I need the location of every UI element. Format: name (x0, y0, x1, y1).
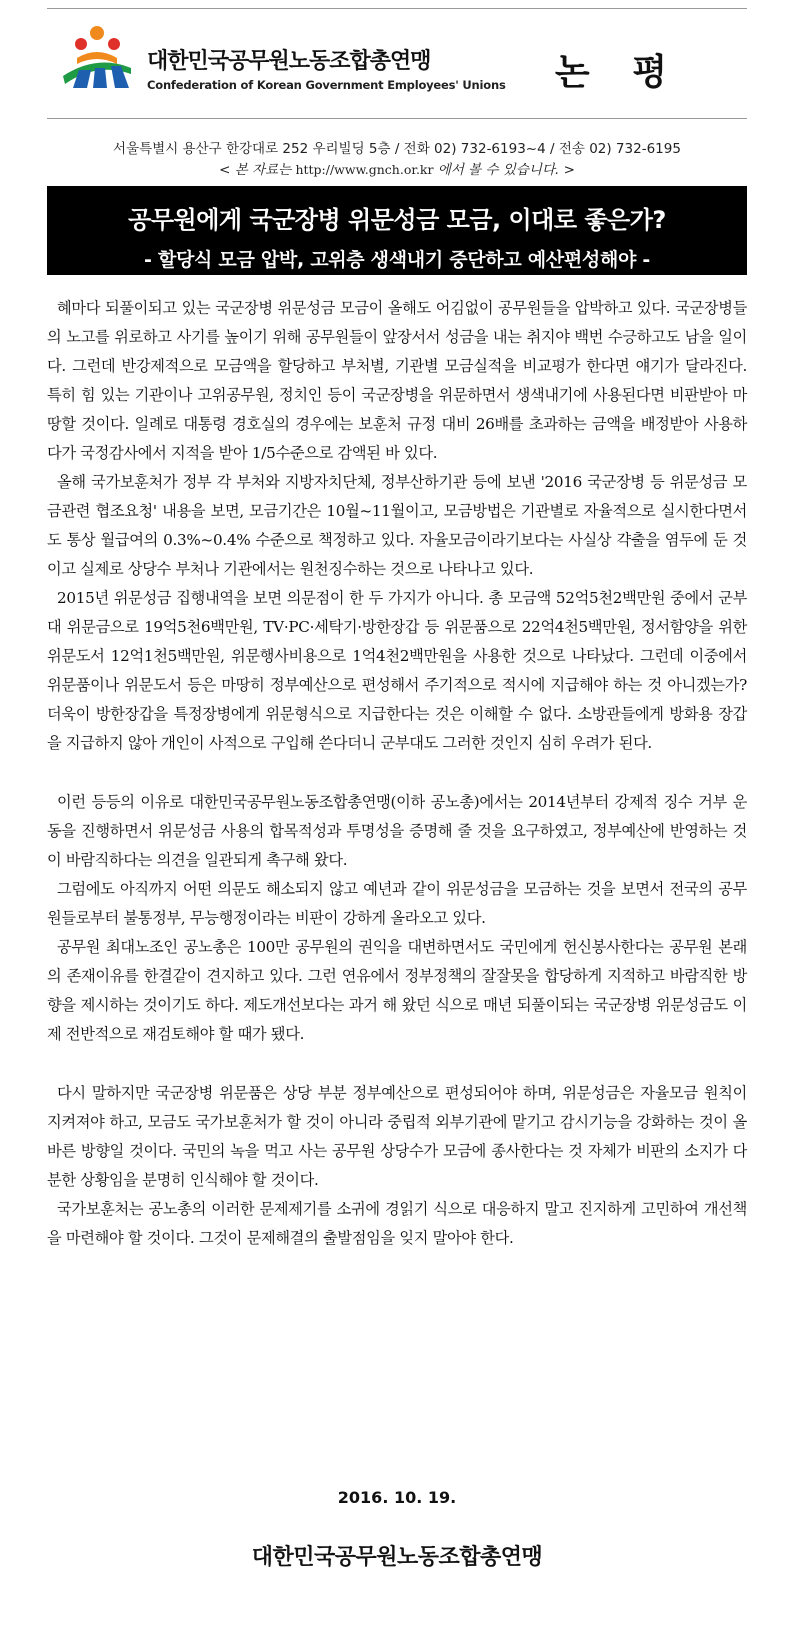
contact-address: 서울특별시 용산구 한강대로 252 우리빌딩 5층 / 전화 02) 732-6193~4 / 전송 02) 732-6195 (113, 141, 681, 157)
header-rule (47, 118, 747, 119)
body-paragraph: 그럼에도 아직까지 어떤 의문도 해소되지 않고 예년과 같이 위문성금을 모금하는 것을 보면서 전국의 공무원들로부터 불통정부, 무능행정이라는 비판이 강하게 올라오고 있다. (47, 880, 747, 927)
union-logo-icon (57, 24, 137, 90)
title-banner (47, 186, 747, 275)
document-type-label: 논 평 (554, 52, 667, 93)
paragraph-spacer (47, 1049, 747, 1079)
website-link[interactable]: http://www.gnch.or.kr (295, 162, 434, 177)
body-paragraph: 2015년 위문성금 집행내역을 보면 의문점이 한 두 가지가 아니다. 총 모금액 52억5천2백만원 중에서 군부대 위문금으로 19억5천6백만원, TV·PC·세탁기·방한장갑 등 위문품으로 22억4천5백만원, 정서함양을 위한 위문도서 12억1천5백만원, 위문행사비용으로 1억4천2백만원을 사용한 것으로 나타났다. 그런데 이중에서 위문품이나 위문도서 등은 마땅히 정부예산으로 편성해서 주기적으로 적시에 지급해야 하는 것 아니겠는가? 더욱이 방한장갑을 특정장병에게 위문형식으로 지급한다는 것은 이해할 수 없다. 소방관들에게 방화용 장갑을 지급하지 않아 개인이 사적으로 구입해 쓴다더니 군부대도 그러한 것인지 심히 우려가 된다. (47, 589, 747, 752)
top-rule (47, 8, 747, 9)
letterhead (47, 14, 747, 109)
subheadline: - 할당식 모금 압박, 고위층 생색내기 중단하고 예산편성해야 - (144, 249, 650, 271)
body-paragraph: 이런 등등의 이유로 대한민국공무원노동조합총연맹(이하 공노총)에서는 2014년부터 강제적 징수 거부 운동을 진행하면서 위문성금 사용의 합목적성과 투명성을 증명해 줄 것을 요구하였고, 정부예산에 반영하는 것이 바람직하다는 의견을 일관되게 촉구해 왔다. (47, 793, 747, 869)
statement-body (47, 294, 747, 1253)
issuer-signature: 대한민국공무원노동조합총연맹 (251, 1545, 543, 1570)
org-name-english: Confederation of Korean Government Employees' Unions (147, 78, 506, 92)
website-notice (47, 158, 747, 178)
body-paragraph: 국가보훈처는 공노총의 이러한 문제제기를 소귀에 경읽기 식으로 대응하지 말고 진지하게 고민하여 개선책을 마련해야 할 것이다. 그것이 문제해결의 출발점임을 잊지 말아야 한다. (47, 1200, 747, 1247)
statement-date: 2016. 10. 19. (337, 1488, 457, 1507)
body-paragraph: 혜마다 되풀이되고 있는 국군장병 위문성금 모금이 올해도 어김없이 공무원들을 압박하고 있다. 국군장병들의 노고를 위로하고 사기를 높이기 위해 공무원들이 앞장서서 성금을 내는 취지야 백번 수긍하고도 남을 일이다. 그런데 반강제적으로 모금액을 할당하고 부처별, 기관별 모금실적을 비교평가 한다면 얘기가 달라진다. 특히 힘 있는 기관이나 고위공무원, 정치인 등이 국군장병을 위문하면서 생색내기에 사용된다면 비판받아 마땅할 것이다. 일례로 대통령 경호실의 경우에는 보훈처 규정 대비 26배를 초과하는 금액을 배정받아 사용하다가 국정감사에서 지적을 받아 1/5수준으로 감액된 바 있다. (47, 299, 747, 462)
notice-prefix: < 본 자료는 (219, 162, 292, 178)
body-paragraph: 공무원 최대노조인 공노총은 100만 공무원의 권익을 대변하면서도 국민에게 헌신봉사한다는 공무원 본래의 존재이유를 한결같이 견지하고 있다. 그런 연유에서 정부정책의 잘잘못을 합당하게 지적하고 바람직한 방향을 제시하는 것이기도 하다. 제도개선보다는 과거 해 왔던 식으로 매년 되풀이되는 국군장병 위문성금도 이제 전반적으로 재검토해야 할 때가 됐다. (47, 938, 747, 1043)
paragraph-spacer (47, 758, 747, 788)
body-paragraph: 다시 말하지만 국군장병 위문품은 상당 부분 정부예산으로 편성되어야 하며, 위문성금은 자율모금 원칙이 지켜져야 하고, 모금도 국가보훈처가 할 것이 아니라 중립적 외부기관에 맡기고 감시기능을 강화하는 것이 올바른 방향일 것이다. 국민의 녹을 먹고 사는 공무원 상당수가 모금에 종사한다는 것 자체가 비판의 소지가 다분한 상황임을 분명히 인식해야 할 것이다. (47, 1084, 747, 1189)
notice-suffix: 에서 볼 수 있습니다. > (437, 162, 575, 178)
body-paragraph: 올해 국가보훈처가 정부 각 부처와 지방자치단체, 정부산하기관 등에 보낸 '2016 국군장병 등 위문성금 모금관련 협조요청' 내용을 보면, 모금기간은 10월~11월이고, 모금방법은 기관별로 자율적으로 실시한다면서도 통상 월급여의 0.3%~0.4% 수준으로 책정하고 있다. 자율모금이라기보다는 사실상 갹출을 염두에 둔 것이고 실제로 상당수 부처나 기관에서는 원천징수하는 것으로 나타나고 있다. (47, 473, 747, 578)
headline: 공무원에게 국군장병 위문성금 모금, 이대로 좋은가? (128, 206, 666, 234)
org-name-korean: 대한민국공무원노동조합총연맹 (147, 49, 431, 74)
